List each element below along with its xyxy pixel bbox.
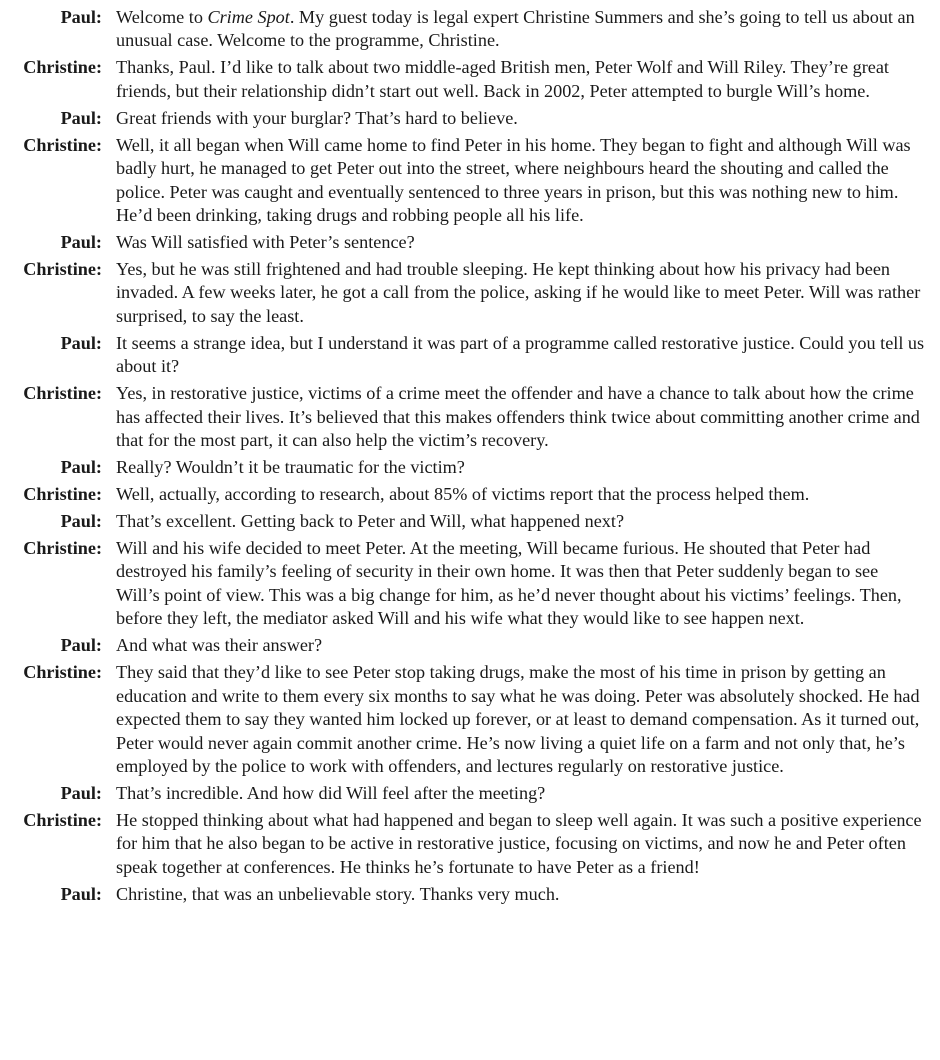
dialogue-text: . My guest today is legal expert Christine Summers and she’s going to tell us about an unusual case. Welcome to the programme, Christine. bbox=[116, 7, 915, 51]
speaker-name: Christine: bbox=[23, 538, 102, 559]
dialogue-turn bbox=[0, 107, 926, 130]
dialogue-text: Well, actually, according to research, about 85% of victims report that the process helped them. bbox=[116, 484, 810, 505]
dialogue-text: He stopped thinking about what had happened and began to sleep well again. It was such a positive experience for him that he also began to be active in restorative justice, focusing on victims, and now he and Peter often speak together at conferences. He thinks he’s fortunate to have Peter as a friend! bbox=[116, 809, 922, 877]
dialogue-turn bbox=[0, 782, 926, 805]
dialogue-turn bbox=[0, 661, 926, 778]
speaker-name: Paul: bbox=[60, 883, 102, 904]
show-title: Crime Spot bbox=[207, 7, 290, 27]
speaker-name: Paul: bbox=[60, 511, 102, 532]
dialogue-turn bbox=[0, 382, 926, 452]
dialogue-turn bbox=[0, 258, 926, 328]
dialogue-text: Really? Wouldn’t it be traumatic for the victim? bbox=[116, 457, 465, 478]
dialogue-text: That’s incredible. And how did Will feel after the meeting? bbox=[116, 782, 546, 803]
speaker-name: Christine: bbox=[23, 383, 102, 404]
dialogue-text: And what was their answer? bbox=[116, 635, 323, 656]
dialogue-text: Welcome to bbox=[116, 7, 208, 27]
dialogue-text: Great friends with your burglar? That’s hard to believe. bbox=[116, 107, 518, 128]
dialogue-text: Yes, but he was still frightened and had trouble sleeping. He kept thinking about how his privacy had been invaded. A few weeks later, he got a call from the police, asking if he would like to meet Peter. Will was rather surprised, to say the least. bbox=[116, 259, 921, 326]
dialogue-text: Well, it all began when Will came home to find Peter in his home. They began to fight and although Will was badly hurt, he managed to get Peter out into the street, where neighbours heard the shouting and called the police. Peter was caught and eventually sentenced to three years in prison, but this was nothing new to him. He’d been drinking, taking drugs and robbing people all his life. bbox=[116, 134, 911, 226]
dialogue-turn bbox=[0, 134, 926, 228]
dialogue-turn bbox=[0, 634, 926, 657]
speaker-name: Christine: bbox=[23, 484, 102, 505]
dialogue-turn bbox=[0, 6, 926, 53]
speaker-name: Paul: bbox=[60, 782, 102, 803]
speaker-name: Paul: bbox=[60, 232, 102, 253]
speaker-name: Paul: bbox=[60, 635, 102, 656]
dialogue-turn bbox=[0, 883, 926, 906]
dialogue-text: Christine, that was an unbelievable story. Thanks very much. bbox=[116, 883, 560, 904]
dialogue-text: That’s excellent. Getting back to Peter and Will, what happened next? bbox=[116, 511, 625, 532]
speaker-name: Christine: bbox=[23, 134, 102, 155]
dialogue-text: It seems a strange idea, but I understand it was part of a programme called restorative justice. Could you tell us about it? bbox=[116, 332, 925, 377]
speaker-name: Paul: bbox=[60, 457, 102, 478]
dialogue-turn bbox=[0, 510, 926, 533]
dialogue-text: Was Will satisfied with Peter’s sentence? bbox=[116, 232, 415, 253]
dialogue-turn bbox=[0, 456, 926, 479]
dialogue-turn bbox=[0, 483, 926, 506]
dialogue-line bbox=[116, 6, 926, 53]
dialogue-turn bbox=[0, 56, 926, 103]
speaker-name: Christine: bbox=[23, 809, 102, 830]
dialogue-text: They said that they’d like to see Peter stop taking drugs, make the most of his time in prison by getting an education and write to them every six months to say what he was doing. Peter was absolutely shocked. He had expected them to say they wanted him locked up forever, or at least to demand compensation. As it turned out, Peter would never again commit another crime. He’s now living a quiet life on a farm and not only that, he’s employed by the police to work with offenders, and lectures regularly on restorative justice. bbox=[116, 662, 920, 776]
dialogue-text: Yes, in restorative justice, victims of a crime meet the offender and have a chance to talk about how the crime has affected their lives. It’s believed that this makes offenders think twice about committing another crime and that for the most part, it can also help the victim’s recovery. bbox=[116, 383, 920, 451]
dialogue-turn bbox=[0, 231, 926, 254]
speaker-name: Christine: bbox=[23, 57, 102, 78]
dialogue-turn bbox=[0, 332, 926, 379]
dialogue-text: Thanks, Paul. I’d like to talk about two middle-aged British men, Peter Wolf and Will Riley. They’re great friends, but their relationship didn’t start out well. Back in 2002, Peter attempted to burgle Will’s home. bbox=[116, 57, 889, 101]
speaker-name: Paul: bbox=[60, 7, 102, 27]
dialogue-text: Will and his wife decided to meet Peter. At the meeting, Will became furious. He shouted that Peter had destroyed his family’s feeling of security in their own home. It was then that Peter suddenly began to see Will’s point of view. This was a big change for him, as he’d never thought about his victims’ feelings. Then, before they left, the mediator asked Will and his wife what they would like to see happen next. bbox=[116, 538, 902, 629]
speaker-name: Christine: bbox=[23, 259, 102, 280]
speaker-name: Christine: bbox=[23, 662, 102, 683]
speaker-name: Paul: bbox=[60, 107, 102, 128]
dialogue-turn bbox=[0, 809, 926, 879]
speaker-name: Paul: bbox=[60, 332, 102, 353]
dialogue-turn bbox=[0, 537, 926, 631]
